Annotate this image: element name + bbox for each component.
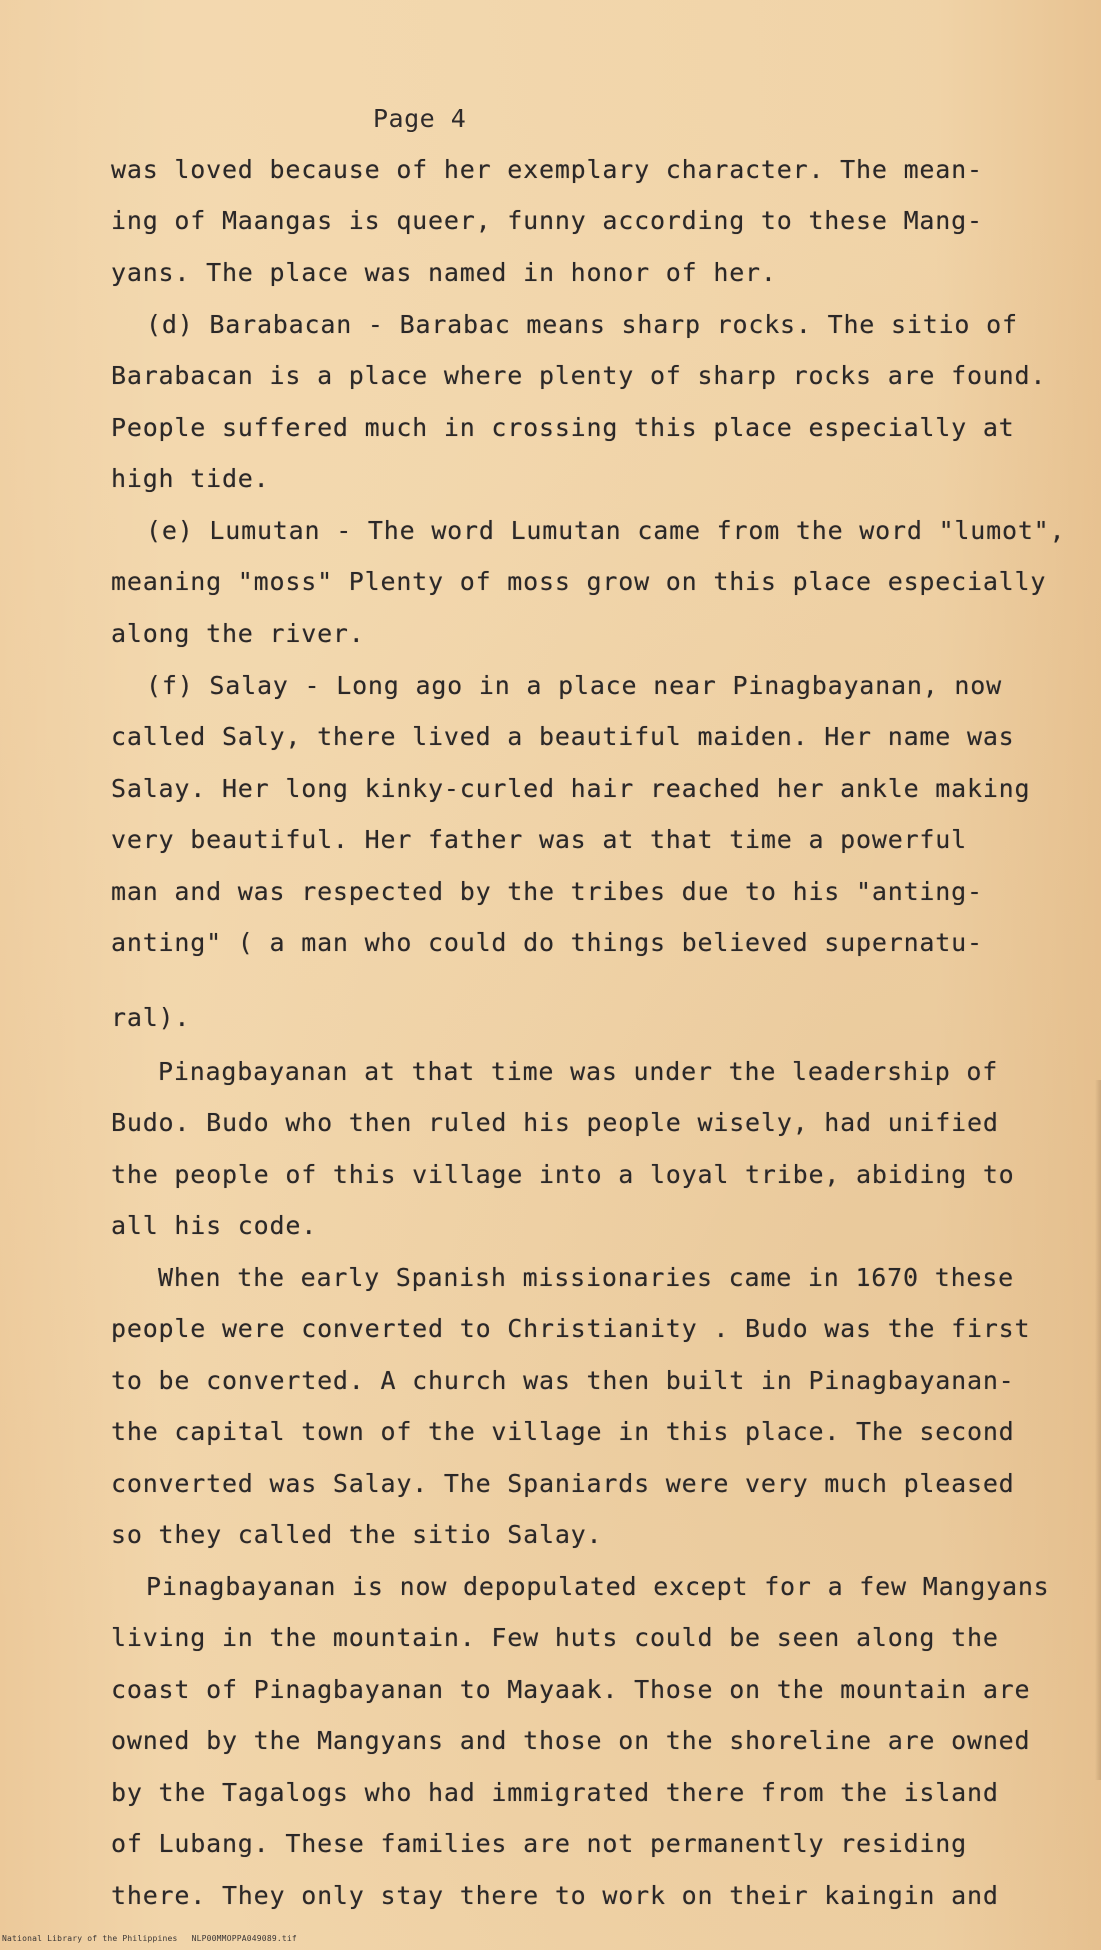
text-line: yans. The place was named in honor of her. bbox=[111, 258, 777, 287]
text-line: When the early Spanish missionaries came in 1670 these bbox=[158, 1263, 1014, 1292]
page-edge-shadow bbox=[1095, 1080, 1101, 1780]
text-line: anting" ( a man who could do things believed supernatu- bbox=[111, 928, 983, 957]
text-line: coast of Pinagbayanan to Mayaak. Those on the mountain are bbox=[111, 1675, 1031, 1704]
library-credit: National Library of the Philippines bbox=[2, 1934, 178, 1943]
text-line: (d) Barabacan - Barabac means sharp rocks. The sitio of bbox=[146, 310, 1018, 339]
text-line: by the Tagalogs who had immigrated there from the island bbox=[111, 1778, 999, 1807]
text-line: there. They only stay there to work on their kaingin and bbox=[111, 1881, 999, 1910]
text-line: Barabacan is a place where plenty of sharp rocks are found. bbox=[111, 361, 1047, 390]
text-line: People suffered much in crossing this place especially at bbox=[111, 413, 1015, 442]
text-line: to be converted. A church was then built in Pinagbayanan- bbox=[111, 1366, 1015, 1395]
text-line: called Saly, there lived a beautiful maiden. Her name was bbox=[111, 722, 1015, 751]
text-line: the people of this village into a loyal tribe, abiding to bbox=[111, 1160, 1015, 1189]
text-line: (e) Lumutan - The word Lumutan came from the word "lumot", bbox=[146, 516, 1066, 545]
text-line: the capital town of the village in this place. The second bbox=[111, 1417, 1015, 1446]
text-line: along the river. bbox=[111, 619, 365, 648]
text-line: all his code. bbox=[111, 1211, 318, 1240]
page-number: Page 4 bbox=[373, 104, 467, 133]
text-line: Pinagbayanan is now depopulated except for a few Mangyans bbox=[146, 1572, 1050, 1601]
text-line: high tide. bbox=[111, 464, 270, 493]
text-line: Pinagbayanan at that time was under the leadership of bbox=[158, 1057, 999, 1086]
text-line: ing of Maangas is queer, funny according to these Mang- bbox=[111, 206, 983, 235]
text-line: living in the mountain. Few huts could be seen along the bbox=[111, 1623, 999, 1652]
text-line: was loved because of her exemplary character. The mean- bbox=[111, 155, 983, 184]
file-id: NLP00MMOPPA049089.tif bbox=[191, 1934, 297, 1943]
text-line: man and was respected by the tribes due to his "anting- bbox=[111, 877, 983, 906]
text-line: owned by the Mangyans and those on the shoreline are owned bbox=[111, 1726, 1031, 1755]
text-line: Budo. Budo who then ruled his people wisely, had unified bbox=[111, 1108, 999, 1137]
text-line: ral). bbox=[111, 1003, 191, 1032]
text-line: (f) Salay - Long ago in a place near Pinagbayanan, now bbox=[146, 671, 1002, 700]
text-line: converted was Salay. The Spaniards were very much pleased bbox=[111, 1469, 1015, 1498]
text-line: very beautiful. Her father was at that time a powerful bbox=[111, 825, 967, 854]
text-line: meaning "moss" Plenty of moss grow on this place especially bbox=[111, 567, 1047, 596]
text-line: people were converted to Christianity . Budo was the first bbox=[111, 1314, 1031, 1343]
scan-footer bbox=[2, 1934, 297, 1943]
text-line: so they called the sitio Salay. bbox=[111, 1520, 603, 1549]
text-line: Salay. Her long kinky-curled hair reached her ankle making bbox=[111, 774, 1031, 803]
text-line: of Lubang. These families are not permanently residing bbox=[111, 1829, 967, 1858]
